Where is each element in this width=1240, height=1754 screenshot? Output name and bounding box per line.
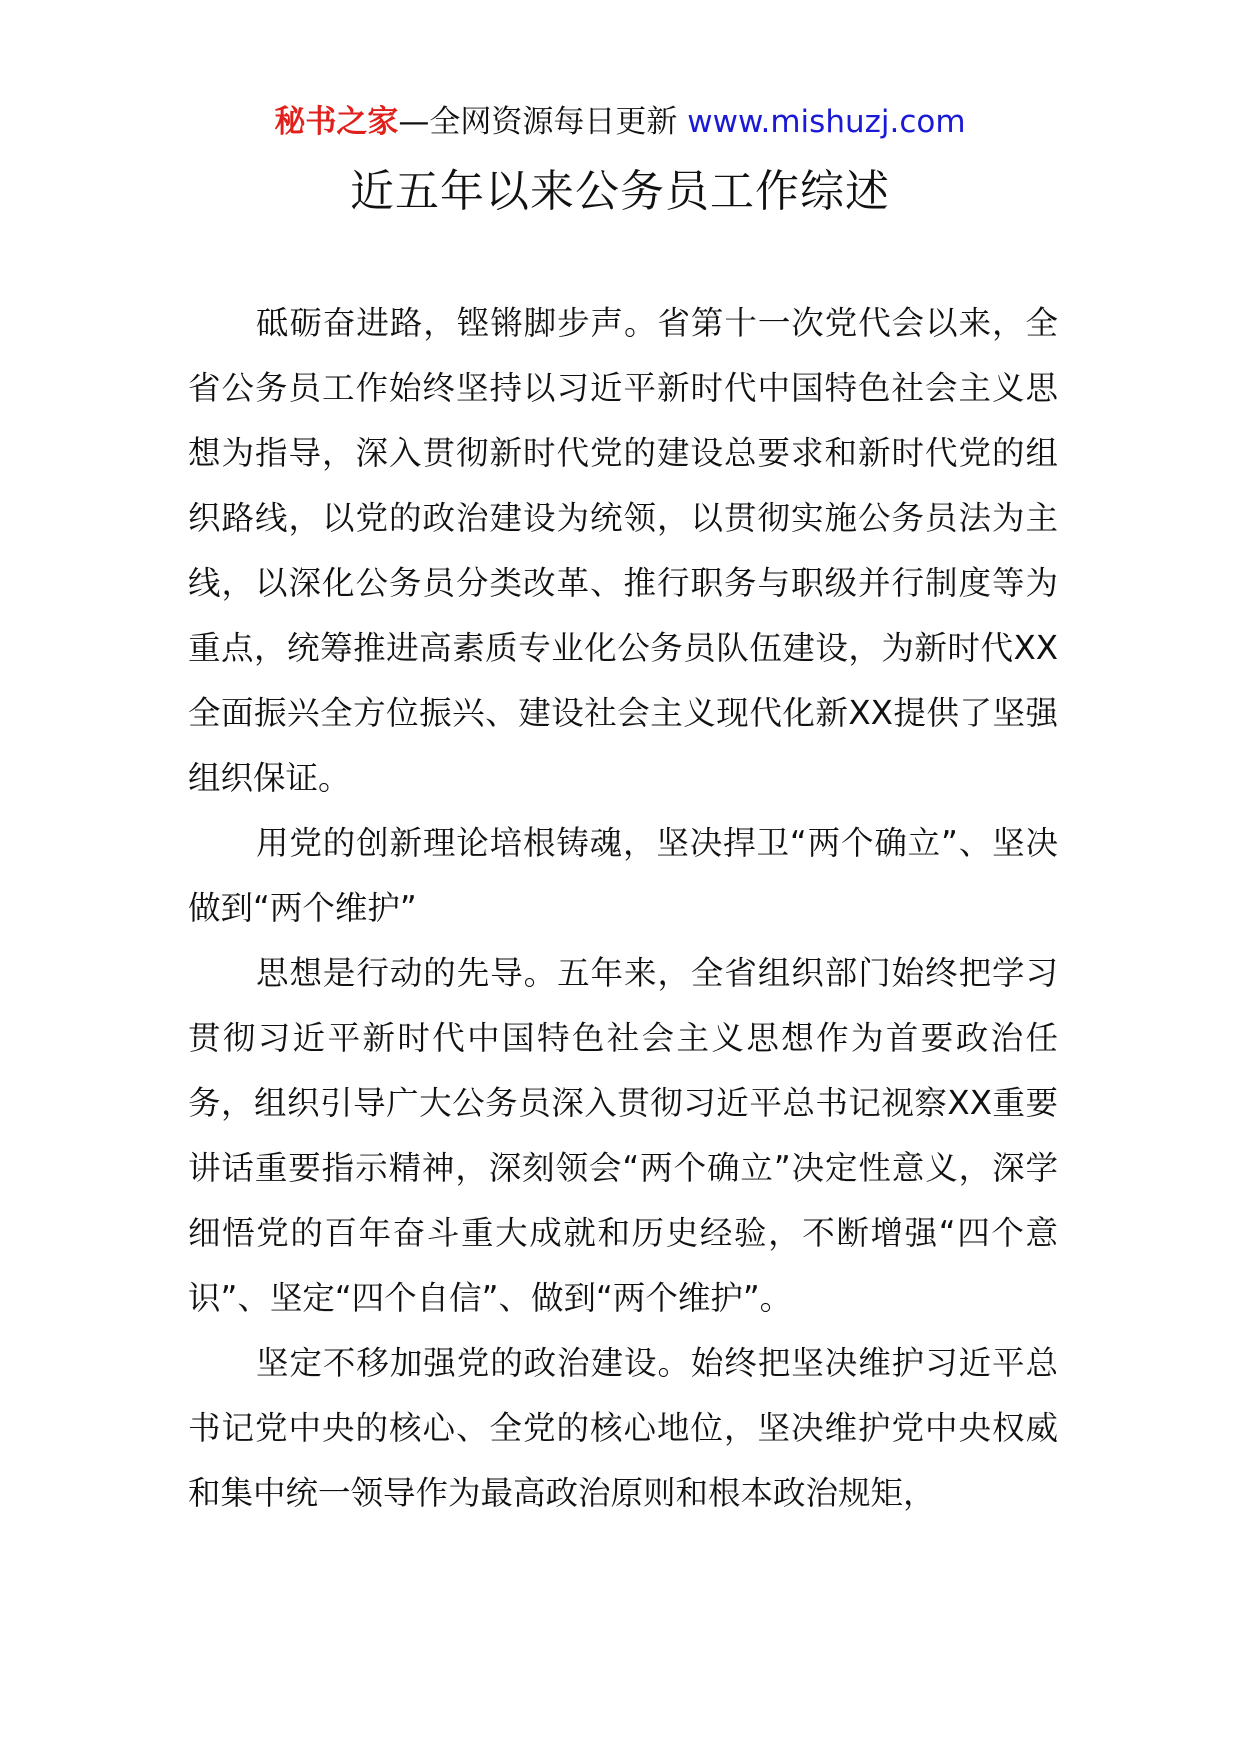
site-header: [0, 100, 1240, 144]
paragraph-intro: 砥砺奋进路，铿锵脚步声。省第十一次党代会以来，全省公务员工作始终坚持以习近平新时代中国特色社会主义思想为指导，深入贯彻新时代党的建设总要求和新时代党的组织路线，以党的政治建设为统领，以贯彻实施公务员法为主线，以深化公务员分类改革、推行职务与职级并行制度等为重点，统筹推进高素质专业化公务员队伍建设，为新时代XX全面振兴全方位振兴、建设社会主义现代化新XX提供了坚强组织保证。: [188, 304, 1058, 797]
section-heading: 用党的创新理论培根铸魂，坚决捍卫“两个确立”、坚决做到“两个维护”: [188, 824, 1058, 927]
document-title: 近五年以来公务员工作综述: [350, 166, 890, 217]
paragraph-thought: 思想是行动的先导。五年来，全省组织部门始终把学习贯彻习近平新时代中国特色社会主义思想作为首要政治任务，组织引导广大公务员深入贯彻习近平总书记视察XX重要讲话重要指示精神，深刻领会“两个确立”决定性意义，深学细悟党的百年奋斗重大成就和历史经验，不断增强“四个意识”、坚定“四个自信”、做到“两个维护”。: [188, 954, 1058, 1317]
site-url-link[interactable]: www.mishuzj.com: [687, 104, 966, 140]
paragraph-political: 坚定不移加强党的政治建设。始终把坚决维护习近平总书记党中央的核心、全党的核心地位，坚决维护党中央权威和集中统一领导作为最高政治原则和根本政治规矩，: [188, 1344, 1058, 1512]
document-body: [188, 291, 1058, 1526]
site-tagline: —全网资源每日更新: [398, 104, 678, 140]
site-brand: 秘书之家: [274, 104, 399, 140]
